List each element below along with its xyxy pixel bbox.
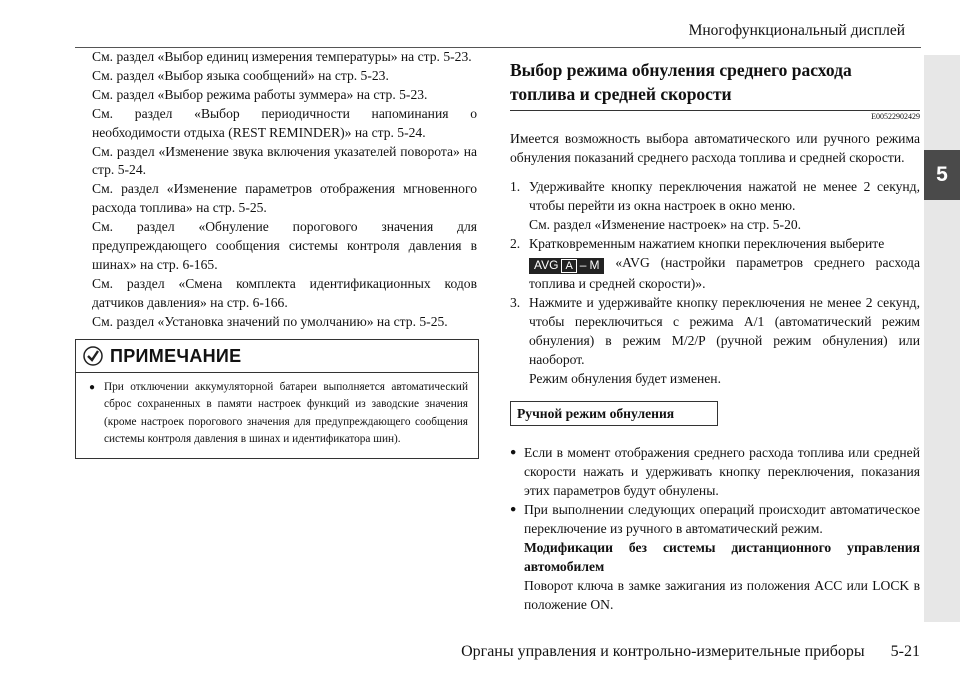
- reference-paragraph: См. раздел «Выбор единиц измерения температуры» на стр. 5-23.: [92, 49, 472, 64]
- step-number: [510, 215, 529, 234]
- chapter-side-tab: [924, 55, 960, 622]
- avg-icon-manual: M: [589, 258, 600, 272]
- reference-paragraph: См. раздел «Смена комплекта идентификационных кодов датчиков давления» на стр. 6-166.: [92, 275, 477, 310]
- list-item-text: [524, 500, 920, 614]
- manual-mode-list: [510, 443, 920, 614]
- step-item: [510, 369, 920, 388]
- section-divider: [510, 110, 920, 111]
- page-header-title: Многофункциональный дисплей: [688, 22, 905, 39]
- list-item-text-part: При выполнении следующих операций происходит автоматическое переключение из ручного в автоматический режим.: [524, 501, 920, 536]
- step-item: [510, 177, 920, 215]
- step-text: Удерживайте кнопку переключения нажатой не менее 2 секунд, чтобы перейти из окна настроек в окно меню.: [529, 179, 920, 213]
- avg-icon-dash: –: [579, 258, 587, 272]
- reference-paragraph: См. раздел «Обнуление порогового значения для предупреждающего сообщения системы контроля давления в шинах» на стр. 6-165.: [92, 219, 477, 272]
- manual-mode-box: Ручной режим обнуления: [510, 401, 718, 426]
- modification-heading: Модификации без системы дистанционного управления автомобилем: [524, 539, 920, 574]
- step-number: 3.: [510, 294, 521, 310]
- step-text: См. раздел «Изменение настроек» на стр. 5-20.: [529, 217, 802, 232]
- step-text-part: «AVG (настройки параметров среднего расхода топлива и средней скорости)».: [529, 255, 920, 291]
- section-title-line: топлива и средней скорости: [510, 84, 732, 104]
- checkmark-icon: [82, 345, 104, 367]
- note-header: [76, 340, 478, 373]
- step-item: [510, 215, 920, 234]
- footer-section-title: Органы управления и контрольно-измерительные приборы: [461, 643, 865, 660]
- note-box: [75, 339, 479, 459]
- note-body: [76, 373, 478, 448]
- reference-paragraph: См. раздел «Изменение параметров отображения мгновенного расхода топлива» на стр. 5-25.: [92, 181, 477, 216]
- step-number: [510, 369, 529, 388]
- step-text: Нажмите и удерживайте кнопку переключения не менее 2 секунд, чтобы переключиться с режима A/1 (автоматический режим обнуления) в режим M/2/P (ручной режим обнуления) или наоборот.: [529, 294, 920, 367]
- page-footer: [461, 643, 920, 661]
- section-intro: Имеется возможность выбора автоматического или ручного режима обнуления показаний среднего расхода топлива и средней скорости.: [510, 131, 920, 165]
- avg-icon-auto: A: [561, 259, 576, 273]
- step-item: [510, 234, 920, 293]
- note-item-text: При отключении аккумуляторной батареи выполняется автоматический сброс сохраненных в памяти настроек функций из заводские значения (кроме настроек порогового значения для предупреждающего сообщения системы контроля давления в шинах и идентификатора шин).: [104, 381, 468, 445]
- step-text: [529, 234, 920, 293]
- reference-paragraph: См. раздел «Изменение звука включения указателей поворота» на стр. 5-24.: [92, 143, 477, 178]
- reference-code: E00522902429: [871, 112, 920, 121]
- note-title: ПРИМЕЧАНИЕ: [110, 345, 242, 366]
- reference-paragraph: См. раздел «Выбор режима работы зуммера» на стр. 5-23.: [92, 86, 428, 102]
- step-number: 2.: [510, 236, 521, 251]
- modification-text: Поворот ключа в замке зажигания из положения ACC или LOCK в положение ON.: [524, 577, 920, 612]
- right-column: [510, 58, 920, 614]
- list-item: [510, 500, 920, 614]
- reference-paragraph: См. раздел «Выбор языка сообщений» на стр. 5-23.: [92, 67, 389, 83]
- chapter-number-badge: 5: [924, 150, 960, 200]
- avg-icon-label: AVG: [534, 258, 559, 272]
- note-item: [89, 379, 468, 448]
- reference-paragraph: См. раздел «Установка значений по умолчанию» на стр. 5-25.: [92, 313, 448, 329]
- steps-list: [510, 177, 920, 388]
- list-item: [510, 443, 920, 500]
- bullet-icon: ●: [510, 503, 517, 515]
- section-title-line: Выбор режима обнуления среднего расхода: [510, 60, 852, 80]
- page-number: 5-21: [890, 643, 920, 660]
- list-item-text: Если в момент отображения среднего расхода топлива или средней скорости нажать и удерживать кнопку переключения, показания этих параметров будут обнулены.: [524, 444, 920, 498]
- bullet-icon: ●: [510, 446, 517, 458]
- avg-display-icon: [529, 258, 604, 274]
- step-item: [510, 293, 920, 369]
- step-number: 1.: [510, 179, 521, 194]
- step-text: Режим обнуления будет изменен.: [529, 370, 721, 386]
- section-title: [510, 58, 920, 106]
- bullet-icon: ●: [89, 382, 96, 393]
- reference-paragraph: См. раздел «Выбор периодичности напоминания о необходимости отдыха (REST REMINDER)» на стр. 5-24.: [92, 105, 477, 140]
- left-column: [92, 48, 477, 332]
- step-text-part: Кратковременным нажатием кнопки переключения выберите: [529, 236, 885, 251]
